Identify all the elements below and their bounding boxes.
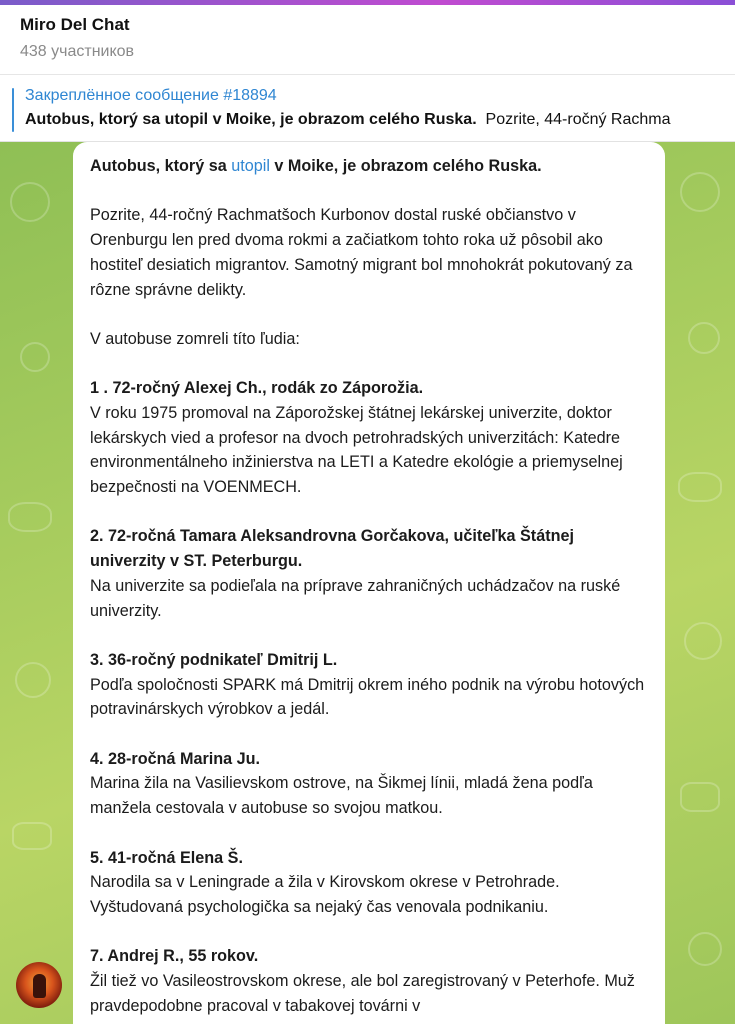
wallpaper-doodle <box>680 782 720 812</box>
message-text <box>90 154 649 1018</box>
victim-entry <box>90 524 649 623</box>
wallpaper-doodle <box>680 172 720 212</box>
headline-link[interactable]: utopil <box>231 157 270 175</box>
wallpaper-doodle <box>8 502 52 532</box>
pinned-message-bar[interactable] <box>0 76 735 142</box>
message-intro: Pozrite, 44-ročný Rachmatšoch Kurbonov dostal ruské občianstvo v Orenburgu len pred dvoma rokmi a začiatkom tohto roka už pôsobil ako hostiteľ desiatich migrantov. Samotný migrant bol mnohokrát pokutovaný za rôzne správne delikty. <box>90 206 633 299</box>
victim-heading: 5. 41-ročná Elena Š. <box>90 848 243 867</box>
victim-heading: 7. Andrej R., 55 rokov. <box>90 947 259 966</box>
victim-text: Narodila sa v Leningrade a žila v Kirovskom okrese v Petrohrade. Vyštudovaná psychologička sa nejaký čas venovala podnikaniu. <box>90 873 560 916</box>
wallpaper-doodle <box>688 932 722 966</box>
wallpaper-doodle <box>10 182 50 222</box>
wallpaper-doodle <box>688 322 720 354</box>
sender-avatar[interactable] <box>16 962 62 1008</box>
victim-text: Marina žila na Vasilievskom ostrove, na Šikmej línii, mladá žena podľa manžela cestovala v autobuse so svojou matkou. <box>90 774 593 818</box>
member-count: 438 участников <box>20 43 135 60</box>
pinned-preview-bold: Autobus, ktorý sa utopil v Moike, je obrazom celého Ruska. <box>25 111 477 128</box>
victim-heading: 2. 72-ročná Tamara Aleksandrovna Gorčakova, učiteľka Štátnej univerzity v ST. Peterburgu. <box>90 527 574 571</box>
victim-text: Žil tiež vo Vasileostrovskom okrese, ale bol zaregistrovaný v Peterhofe. Muž pravdepodobne pracoval v tabakovej továrni v <box>90 972 635 1015</box>
victims-intro: V autobuse zomreli títo ľudia: <box>90 329 300 348</box>
pinned-preview-text: Pozrite, 44-ročný Rachma <box>485 111 671 128</box>
wallpaper-doodle <box>20 342 50 372</box>
wallpaper-doodle <box>678 472 722 502</box>
victim-text: V roku 1975 promoval na Záporožskej štátnej lekárskej univerzite, doktor lekárskych vied a profesor na dvoch petrohradských univerzitách: Katedre environmentálneho inžinierstva na LETI a Katedre ekológie a priemyselnej bezpečnosti na VOENMECH. <box>90 403 623 497</box>
message-headline <box>90 154 649 179</box>
pinned-accent-bar <box>12 88 14 132</box>
chat-header[interactable] <box>0 5 735 75</box>
victim-text: Podľa spoločnosti SPARK má Dmitrij okrem iného podnik na výrobu hotových potravinárskych výrobkov a jedál. <box>90 675 645 719</box>
victim-entry <box>90 648 649 722</box>
chat-title[interactable]: Miro Del Chat <box>20 15 130 34</box>
victim-text: Na univerzite sa podieľala na príprave zahraničných uchádzačov na ruské univerzity. <box>90 576 621 620</box>
headline-part: Autobus, ktorý sa <box>90 157 232 175</box>
victim-entry <box>90 376 649 500</box>
wallpaper-doodle <box>684 622 722 660</box>
pinned-message-title: Закреплённое сообщение #18894 <box>25 87 277 104</box>
pinned-message-preview <box>25 111 671 129</box>
victim-heading: 4. 28-ročná Marina Ju. <box>90 749 261 768</box>
wallpaper-doodle <box>12 822 52 850</box>
victim-heading: 1 . 72-ročný Alexej Ch., rodák zo Záporožia. <box>90 379 424 398</box>
victim-entry <box>90 846 649 920</box>
victim-entry <box>90 747 649 821</box>
message-bubble[interactable] <box>73 142 665 1024</box>
chat-area[interactable] <box>0 142 735 1024</box>
avatar-figure <box>33 974 46 998</box>
victim-heading: 3. 36-ročný podnikateľ Dmitrij L. <box>90 650 338 669</box>
headline-part: v Moike, je obrazom celého Ruska. <box>269 157 542 175</box>
victim-entry <box>90 944 649 1018</box>
wallpaper-doodle <box>15 662 51 698</box>
